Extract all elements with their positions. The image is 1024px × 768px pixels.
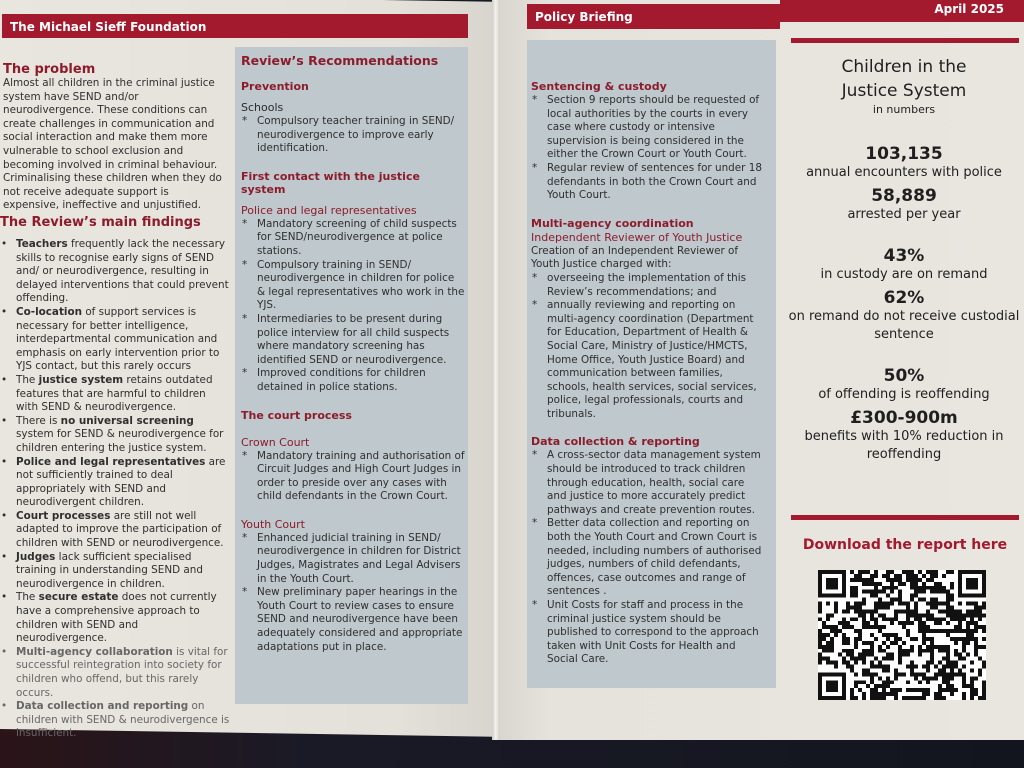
list-item: * Mandatory training and authorisation of Circuit Judges and High Court Judges in order to preside over any cases with child defendants in the Crown Court.: [241, 450, 465, 504]
finding-keyword: Multi-agency collaboration: [16, 645, 173, 658]
data-collection-heading: Data collection & reporting: [531, 435, 700, 449]
finding-item: [0, 510, 230, 551]
finding-text: frequently lack the necessary skills to recognise early signs of SEND and/ or neurodivergence, resulting in delayed interventions that could prevent offending.: [16, 238, 229, 305]
list-item: * Regular review of sentences for under 18 defendants in both the Crown Court and Youth Court.: [531, 162, 767, 203]
stat-value: 58,889: [871, 186, 937, 206]
crown-court-block: [241, 436, 465, 504]
finding-keyword: Police and legal representatives: [16, 455, 206, 468]
stat-value: 50%: [883, 366, 925, 386]
foundation-banner: The Michael Sieff Foundation: [2, 14, 468, 38]
stats-groups: [786, 144, 1022, 464]
finding-pre: There is: [16, 414, 61, 427]
schools-list: [241, 115, 465, 156]
finding-text: are still not well adapted to improve the participation of children with SEND or neurodivergence.: [16, 509, 224, 550]
schools-label: Schools: [241, 101, 284, 114]
finding-item: [0, 306, 230, 374]
date-banner: April 2025: [780, 0, 1024, 22]
finding-keyword: Co-location: [16, 305, 83, 318]
finding-keyword: Court processes: [16, 509, 111, 522]
list-item: * annually reviewing and reporting on multi-agency coordination (Department for Education, Department of Health & Social Care, Ministry of Justice/HMCTS, Home Office, Youth Justice Board) and communication between families, schools, health services, social services, police, legal professionals, courts and tribunals.: [531, 299, 767, 421]
stats-bottom-rule: [791, 515, 1019, 520]
stat-label: in custody are on remand: [820, 267, 988, 282]
police-label: Police and legal representatives: [241, 203, 417, 217]
police-list: [241, 218, 465, 395]
crown-court-label: Crown Court: [241, 435, 310, 449]
sentencing-block: [531, 80, 767, 203]
stat-label: arrested per year: [847, 207, 961, 222]
finding-item: [0, 456, 230, 510]
stats-title-line1: Children in the: [841, 57, 967, 77]
finding-text: on children with SEND & neurodivergence is insufficient.: [16, 700, 230, 740]
list-item: * Section 9 reports should be requested of local authorities by the courts in every case where custody or intensive supervision is being considered in the either the Crown Court or Youth Court.: [531, 94, 767, 162]
finding-text: system for SEND & neurodivergence for children entering the justice system.: [16, 428, 224, 454]
finding-item: [0, 238, 230, 306]
finding-item: [0, 415, 230, 456]
list-item: * overseeing the implementation of this Review’s recommendations; and: [531, 272, 767, 299]
stat-value: 103,135: [865, 144, 943, 164]
finding-keyword: no universal screening: [60, 414, 194, 427]
finding-keyword: Judges: [16, 550, 56, 563]
recommendations-heading: Review’s Recommendations: [241, 53, 439, 68]
recommendations-content: [241, 53, 465, 664]
finding-item: [0, 700, 230, 741]
stats-title-line2: Justice System: [841, 81, 967, 101]
finding-text: retains outdated features that are harmful to children with SEND & neurodivergence.: [16, 373, 213, 414]
finding-keyword: justice system: [38, 373, 124, 386]
list-item: * Unit Costs for staff and process in the criminal justice system should be published to correspond to the approach taken with Unit Costs for Health and Social Care.: [531, 599, 767, 667]
download-report-label: Download the report here: [802, 537, 1008, 553]
police-block: [241, 204, 465, 395]
problem-heading: The problem: [3, 62, 96, 77]
stat-value: £300-900m: [850, 408, 958, 428]
stat-label: of offending is reoffending: [818, 387, 990, 402]
finding-keyword: Teachers: [16, 238, 68, 250]
stat-label: annual encounters with police: [806, 165, 1002, 180]
list-item: * New preliminary paper hearings in the Youth Court to review cases to ensure SEND and neurodivergence have been adequately considered and appropriate adaptations put in place.: [241, 586, 465, 654]
finding-text: are not sufficiently trained to deal appropriately with SEND and neurodivergent children.: [16, 455, 226, 509]
finding-item: [0, 374, 230, 415]
list-item: * Improved conditions for children detained in police stations.: [241, 367, 465, 394]
list-item: * Intermediaries to be present during police interview for all child suspects where mandatory screening has identified SEND or neurodivergence.: [241, 313, 465, 367]
findings-section: [0, 215, 230, 741]
stat-value: 62%: [883, 288, 925, 308]
finding-pre: The: [16, 591, 39, 604]
reviewer-subheading: Independent Reviewer of Youth Justice: [531, 230, 743, 244]
finding-keyword: secure estate: [38, 591, 119, 604]
stat-label: benefits with 10% reduction in reoffending: [804, 429, 1004, 462]
finding-item: [0, 591, 230, 645]
list-item: * Better data collection and reporting on both the Youth Court and Crown Court is needed, including numbers of authorised judges, numbers of child defendants, offences, case outcomes and range of sentences .: [531, 517, 767, 599]
stats-top-rule: [791, 38, 1019, 43]
youth-court-block: [241, 518, 465, 654]
finding-keyword: Data collection and reporting: [16, 700, 189, 713]
page-fold: [492, 0, 500, 740]
sentencing-list: [531, 94, 767, 203]
finding-text: of support services is necessary for better intelligence, interdepartmental communication and emphasis on early intervention prior to YJS contact, but this rarely occurs: [16, 305, 220, 373]
list-item: * A cross-sector data management system should be introduced to track children through education, health, social care and justice to more accurately predict pathways and create prevention routes.: [531, 449, 767, 517]
stats-subtitle: in numbers: [872, 103, 936, 116]
qr-finder-pattern: [966, 578, 978, 590]
finding-item: [0, 646, 230, 700]
stat-spacer: [786, 228, 1022, 246]
stats-section: [786, 55, 1022, 468]
stat-label: on remand do not receive custodial sentence: [788, 309, 1020, 342]
data-collection-list: [531, 449, 767, 667]
problem-section: [3, 62, 228, 213]
list-item: * Compulsory teacher training in SEND/ neurodivergence to improve early identification.: [241, 115, 465, 156]
qr-finder-pattern: [826, 680, 838, 692]
multi-agency-block: [531, 217, 767, 422]
stat-spacer: [786, 348, 1022, 366]
policy-content: [531, 80, 767, 681]
list-item: * Compulsory training in SEND/ neurodivergence in children for police & legal representatives who work in the YJS.: [241, 259, 465, 313]
prevention-heading: Prevention: [241, 80, 309, 93]
list-item: * Enhanced judicial training in SEND/ neurodivergence in children for District Judges, Magistrates and Legal Advisers in the Youth Court.: [241, 532, 465, 586]
sentencing-heading: Sentencing & custody: [531, 80, 667, 93]
multi-agency-heading: Multi-agency coordination: [531, 216, 694, 230]
finding-item: [0, 551, 230, 592]
youth-court-list: [241, 532, 465, 654]
qr-finder-pattern: [826, 578, 838, 590]
problem-body: Almost all children in the criminal justice system have SEND and/or neurodivergence. These conditions can create challenges in communication and social interaction and make them more vulnerable to school exclusion and becoming involved in criminal behaviour. Criminalising these children when they do not receive adequate support is expensive, ineffective and unjustified.: [3, 77, 222, 212]
crown-court-list: [241, 450, 465, 504]
schools-block: [241, 101, 465, 156]
policy-briefing-banner: Policy Briefing: [527, 4, 780, 29]
finding-text: is vital for successful reintegration into society for children who offend, but this rarely occurs.: [16, 645, 228, 699]
reviewer-intro: Creation of an Independent Reviewer of Youth Justice charged with:: [531, 244, 739, 271]
finding-text: does not currently have a comprehensive approach to children with SEND and neurodivergence.: [16, 591, 217, 645]
youth-court-label: Youth Court: [241, 517, 305, 531]
data-collection-block: [531, 435, 767, 667]
finding-pre: The: [16, 373, 39, 386]
qr-code-icon[interactable]: [818, 570, 986, 700]
findings-list: [0, 238, 230, 741]
list-item: * Mandatory screening of child suspects for SEND/neurodivergence at police stations.: [241, 218, 465, 259]
first-contact-heading: First contact with the justice system: [241, 169, 420, 196]
court-process-heading: The court process: [241, 408, 352, 422]
finding-text: lack sufficient specialised training in understanding SEND and neurodivergence in children.: [16, 550, 203, 590]
findings-heading: The Review’s main findings: [0, 215, 201, 230]
multi-agency-list: [531, 272, 767, 422]
stat-value: 43%: [883, 246, 925, 266]
